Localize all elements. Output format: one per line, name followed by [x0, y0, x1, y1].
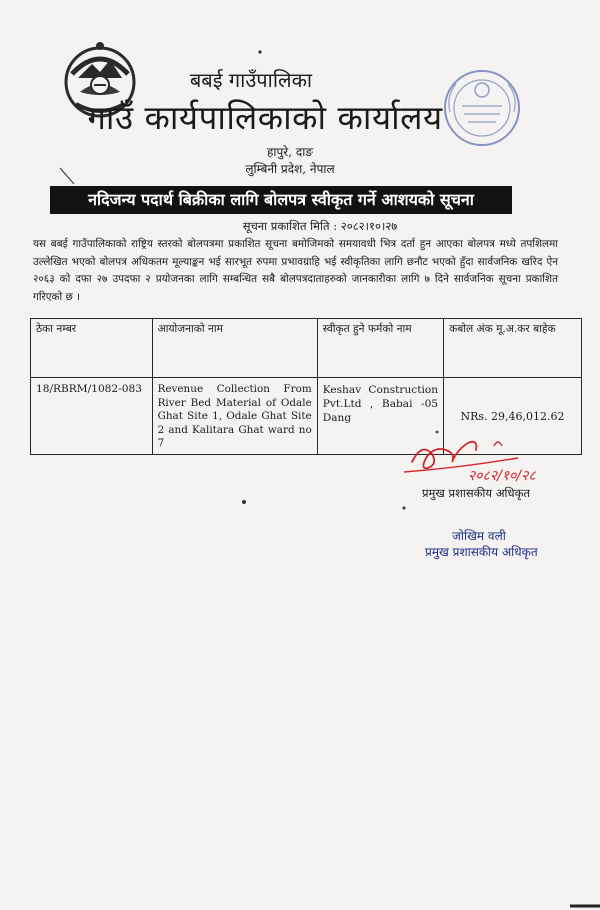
project-name-cell: Revenue Collection From River Bed Material of Odale Ghat Site 1, Odale Ghat Site 2 and Kalitara Ghat ward no 7 — [152, 378, 317, 455]
notice-title-banner: नदिजन्य पदार्थ बिक्रीका लागि बोलपत्र स्वीकृत गर्ने आशयको सूचना — [50, 186, 512, 214]
municipality-name: बबई गाउँपालिका — [189, 68, 313, 92]
signature-date: २०८२/१०/२८ — [468, 468, 536, 484]
notice-body: यस बबई गाउँपालिकाको राष्ट्रिय स्तरको बोलपत्रमा प्रकाशित सूचना बमोजिमको समयावधी भित्र दर्ता हुन आएका बोलपत्र मध्ये तपशिलमा उल्लेखित भएको बोलपत्र अधिकतम मूल्याङ्कन भई सारभूत रुपमा प्रभावग्राहि भई स्वीकृतिका लागि छनौट भएको हुँदा सार्वजनिक खरिद ऐन २०६३ को दफा २७ उपदफा २ प्रयोजनका लागि सम्बन्धित सबै बोलपत्रदाताहरुको जानकारीका लागि ७ दिने सार्वजनिक सूचना प्रकाशित गरिएको छ । — [33, 238, 558, 303]
signatory-name: जोखिम वली — [452, 529, 506, 543]
header-project-name: आयोजनाको नाम — [152, 319, 317, 378]
header-firm-name: स्वीकृत हुने फर्मको नाम — [317, 319, 443, 378]
office-location: हापुरे, दाङ — [267, 145, 313, 159]
header-contract-no: ठेका नम्बर — [31, 319, 153, 378]
office-seal-icon — [440, 66, 524, 150]
firm-name-cell: Keshav Construction Pvt.Ltd , Babai -05 Dang — [317, 378, 443, 455]
signatory-title: प्रमुख प्रशासकीय अधिकृत — [422, 486, 530, 500]
table-header-row — [31, 319, 582, 378]
header-bid-amount: कबोल अंक मू.अ.कर बाहेक — [444, 319, 582, 378]
contract-no-cell: 18/RBRM/1082-083 — [31, 378, 153, 455]
office-name: गाउँ कार्यपालिकाको कार्यालय — [87, 98, 443, 137]
publish-date: सूचना प्रकाशित मिति : २०८२।१०।२७ — [242, 219, 398, 233]
signature-icon — [398, 428, 588, 488]
signatory-stamp-title: प्रमुख प्रशासकीय अधिकृत — [425, 545, 538, 559]
office-province: लुम्बिनी प्रदेश, नेपाल — [245, 162, 335, 176]
bid-amount-cell: NRs. 29,46,012.62 — [444, 378, 582, 455]
